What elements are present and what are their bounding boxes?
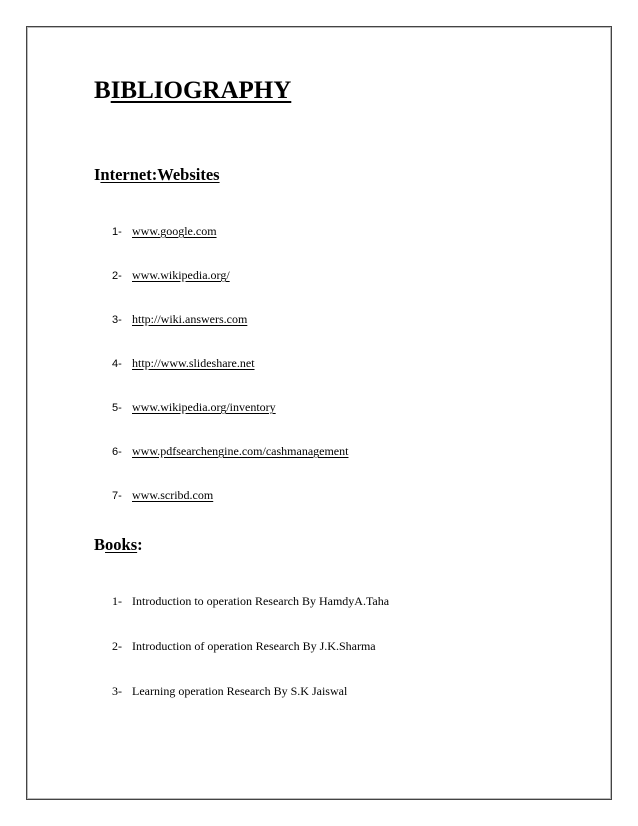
book-item xyxy=(112,592,389,637)
item-number: 3- xyxy=(112,684,122,698)
book-title: Introduction to operation Research By HamdyA.Taha xyxy=(132,594,390,608)
title-rest: IBLIOGRAPHY xyxy=(110,77,292,104)
website-item xyxy=(112,442,348,486)
website-item xyxy=(112,310,348,354)
books-heading-first-letter: B xyxy=(94,535,106,554)
websites-heading-first-letter: I xyxy=(94,165,101,184)
book-item xyxy=(112,637,389,682)
item-number: 2- xyxy=(112,270,122,282)
website-link[interactable]: http://www.slideshare.net xyxy=(132,356,255,370)
item-number: 3- xyxy=(112,314,122,326)
item-number: 1- xyxy=(112,226,122,238)
website-link[interactable]: www.scribd.com xyxy=(132,488,214,502)
book-item xyxy=(112,682,389,727)
website-link[interactable]: www.wikipedia.org/inventory xyxy=(132,400,276,414)
website-link[interactable]: www.pdfsearchengine.com/cashmanagement xyxy=(132,444,349,458)
website-item xyxy=(112,486,348,530)
websites-list xyxy=(112,222,348,530)
website-link[interactable]: http://wiki.answers.com xyxy=(132,312,248,326)
websites-heading-rest: nternet:Websites xyxy=(100,165,220,184)
title-first-letter: B xyxy=(94,77,111,104)
website-link[interactable]: www.google.com xyxy=(132,224,217,238)
book-title: Learning operation Research By S.K Jaiswal xyxy=(132,684,348,698)
website-item xyxy=(112,354,348,398)
item-number: 4- xyxy=(112,358,122,370)
book-title: Introduction of operation Research By J.K.Sharma xyxy=(132,639,376,653)
item-number: 1- xyxy=(112,594,122,608)
website-item xyxy=(112,222,348,266)
website-link[interactable]: www.wikipedia.org/ xyxy=(132,268,230,282)
page-title xyxy=(94,76,291,106)
books-heading-rest: ooks xyxy=(105,535,138,554)
books-heading-colon: : xyxy=(137,535,143,554)
item-number: 5- xyxy=(112,402,122,414)
books-list xyxy=(112,592,389,727)
item-number: 6- xyxy=(112,446,122,458)
websites-heading xyxy=(94,165,220,185)
website-item xyxy=(112,398,348,442)
website-item xyxy=(112,266,348,310)
item-number: 7- xyxy=(112,490,122,502)
item-number: 2- xyxy=(112,639,122,653)
books-heading xyxy=(94,535,143,555)
